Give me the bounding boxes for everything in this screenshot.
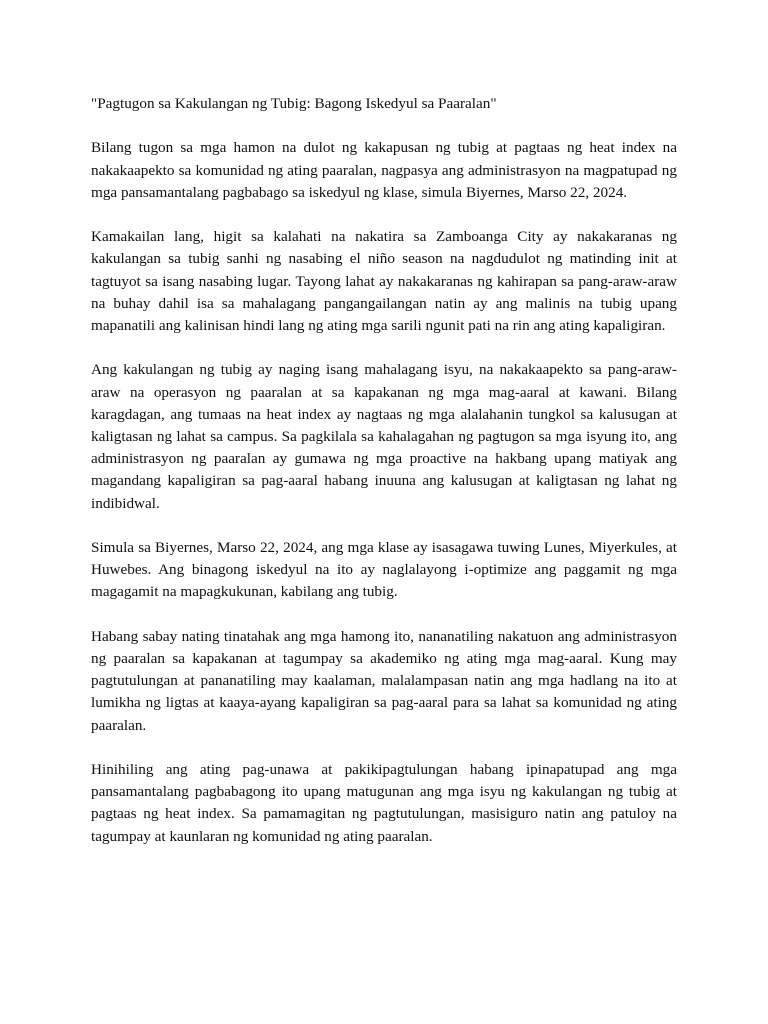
document-title: "Pagtugon sa Kakulangan ng Tubig: Bagong Iskedyul sa Paaralan" <box>91 95 497 112</box>
document-page <box>91 93 677 870</box>
paragraph-closing: Hinihiling ang ating pag-unawa at pakikipagtulungan habang ipinapatupad ang mga pansamantalang pagbabagong ito upang matugunan ang mga isyu ng kakulangan ng tubig at pagtaas ng heat index. Sa pamamagitan ng pagtutulungan, masisiguro natin ang patuloy na tagumpay at kaunlaran ng komunidad ng ating paaralan. <box>91 761 677 845</box>
paragraph-intro: Bilang tugon sa mga hamon na dulot ng kakapusan ng tubig at pagtaas ng heat index na nakakaapekto sa komunidad ng ating paaralan, nagpasya ang administrasyon na magpatupad ng mga pansamantalang pagbabago sa iskedyul ng klase, simula Biyernes, Marso 22, 2024. <box>91 139 677 201</box>
paragraph-commitment: Habang sabay nating tinatahak ang mga hamong ito, nananatiling nakatuon ang administrasyon ng paaralan sa kapakanan at tagumpay sa akademiko ng ating mga mag-aaral. Kung may pagtutulungan at pananatiling may kaalaman, malalampasan natin ang mga hadlang na ito at lumikha ng ligtas at kaaya-ayang kapaligiran sa pag-aaral para sa lahat sa komunidad ng ating paaralan. <box>91 627 677 734</box>
paragraph-issue-impact: Ang kakulangan ng tubig ay naging isang mahalagang isyu, na nakakaapekto sa pang-araw-araw na operasyon ng paaralan at sa kapakanan ng mga mag-aaral at kawani. Bilang karagdagan, ang tumaas na heat index ay nagtaas ng mga alalahanin tungkol sa kalusugan at kaligtasan ng lahat sa campus. Sa pagkilala sa kahalagahan ng pagtugon sa mga isyung ito, ang administrasyon ng paaralan ay gumawa ng mga proactive na hakbang upang matiyak ang magandang kapaligiran sa pag-aaral habang inuuna ang kalusugan at kaligtasan ng lahat ng indibidwal. <box>91 361 677 512</box>
paragraph-water-shortage: Kamakailan lang, higit sa kalahati na nakatira sa Zamboanga City ay nakakaranas ng kakulangan sa tubig sanhi ng nasabing el niño season na nagdudulot ng matinding init at tagtuyot sa isang nasabing lugar. Tayong lahat ay nakakaranas ng kahirapan sa pang-araw-araw na buhay dahil isa sa mahalagang pangangailangan natin ay ang malinis na tubig upang mapanatili ang kalinisan hindi lang ng ating mga sarili ngunit pati na rin ang ating kapaligiran. <box>91 228 677 334</box>
paragraph-new-schedule: Simula sa Biyernes, Marso 22, 2024, ang mga klase ay isasagawa tuwing Lunes, Miyerkules, at Huwebes. Ang binagong iskedyul na ito ay naglalayong i-optimize ang paggamit ng mga magagamit na mapagkukunan, kabilang ang tubig. <box>91 539 677 601</box>
